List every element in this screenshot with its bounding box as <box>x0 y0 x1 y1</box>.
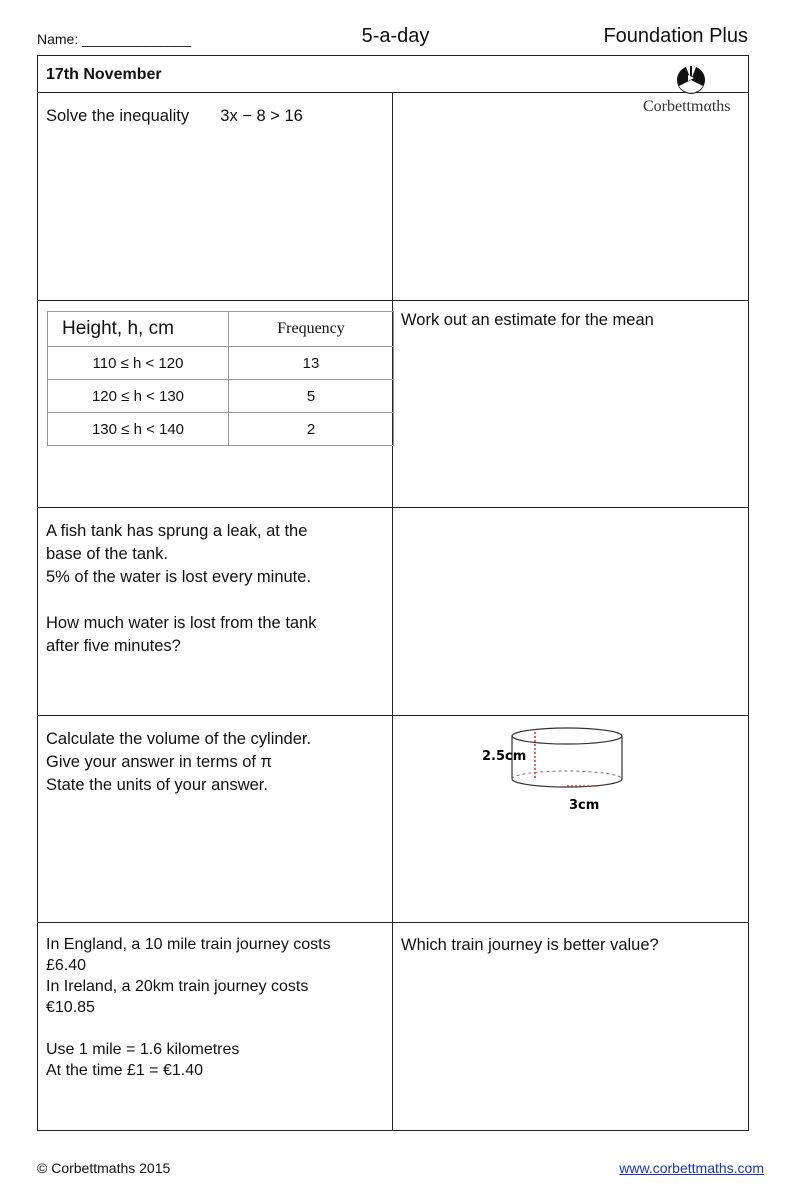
table-row <box>48 413 394 446</box>
column-divider <box>392 93 393 1131</box>
frequency-table <box>47 311 394 446</box>
table-header-frequency: Frequency <box>229 312 394 347</box>
q5-line: In Ireland, a 20km train journey costs <box>46 978 309 995</box>
table-cell: 110 ≤ h < 120 <box>48 347 229 380</box>
q5-line: £6.40 <box>46 957 87 974</box>
table-cell: 2 <box>229 413 394 446</box>
q4-line: Give your answer in terms of π <box>46 753 272 771</box>
table-cell: 130 ≤ h < 140 <box>48 413 229 446</box>
cylinder-top <box>512 728 622 744</box>
cylinder-bottom-hidden <box>512 771 622 779</box>
date-label: 17th November <box>46 66 162 83</box>
level-label: Foundation Plus <box>603 25 748 47</box>
q4-line: State the units of your answer. <box>46 776 268 794</box>
cylinder-width-label: 3cm <box>569 798 600 813</box>
row-divider <box>37 715 749 716</box>
table-cell: 13 <box>229 347 394 380</box>
q3-line: 5% of the water is lost every minute. <box>46 568 312 586</box>
q5-line: €10.85 <box>46 999 95 1016</box>
name-label: Name: ______________ <box>37 31 192 47</box>
worksheet-title: 5-a-day <box>361 25 430 47</box>
row-divider <box>37 507 749 508</box>
table-row <box>48 347 394 380</box>
question-5 <box>46 934 331 1081</box>
q5-prompt: Which train journey is better value? <box>401 936 659 954</box>
cylinder-diagram <box>470 722 650 822</box>
q3-line: How much water is lost from the tank <box>46 614 317 632</box>
table-cell: 120 ≤ h < 130 <box>48 380 229 413</box>
logo-text: Corbettmαths <box>643 98 731 115</box>
q5-line: Use 1 mile = 1.6 kilometres <box>46 1041 240 1058</box>
table-header-height: Height, h, cm <box>48 312 229 347</box>
table-cell: 5 <box>229 380 394 413</box>
table-header-row <box>48 312 394 347</box>
q4-line: Calculate the volume of the cylinder. <box>46 730 312 748</box>
q5-line: At the time £1 = €1.40 <box>46 1062 203 1079</box>
q5-line: In England, a 10 mile train journey costs <box>46 936 331 953</box>
corbettmaths-logo-icon <box>675 63 707 97</box>
q3-line: after five minutes? <box>46 637 181 655</box>
q2-prompt: Work out an estimate for the mean <box>401 311 654 329</box>
table-row <box>48 380 394 413</box>
q1-expression: 3x − 8 > 16 <box>220 107 303 125</box>
row-divider <box>37 922 749 923</box>
q3-line: A fish tank has sprung a leak, at the <box>46 522 308 540</box>
website-link[interactable]: www.corbettmaths.com <box>619 1160 764 1176</box>
copyright-text: © Corbettmaths 2015 <box>37 1160 171 1176</box>
question-1 <box>46 105 303 128</box>
question-4 <box>46 728 311 797</box>
question-3 <box>46 520 317 658</box>
q3-line: base of the tank. <box>46 545 169 563</box>
cylinder-height-label: 2.5cm <box>482 749 527 764</box>
q1-text: Solve the inequality <box>46 107 190 125</box>
row-divider <box>37 300 749 301</box>
